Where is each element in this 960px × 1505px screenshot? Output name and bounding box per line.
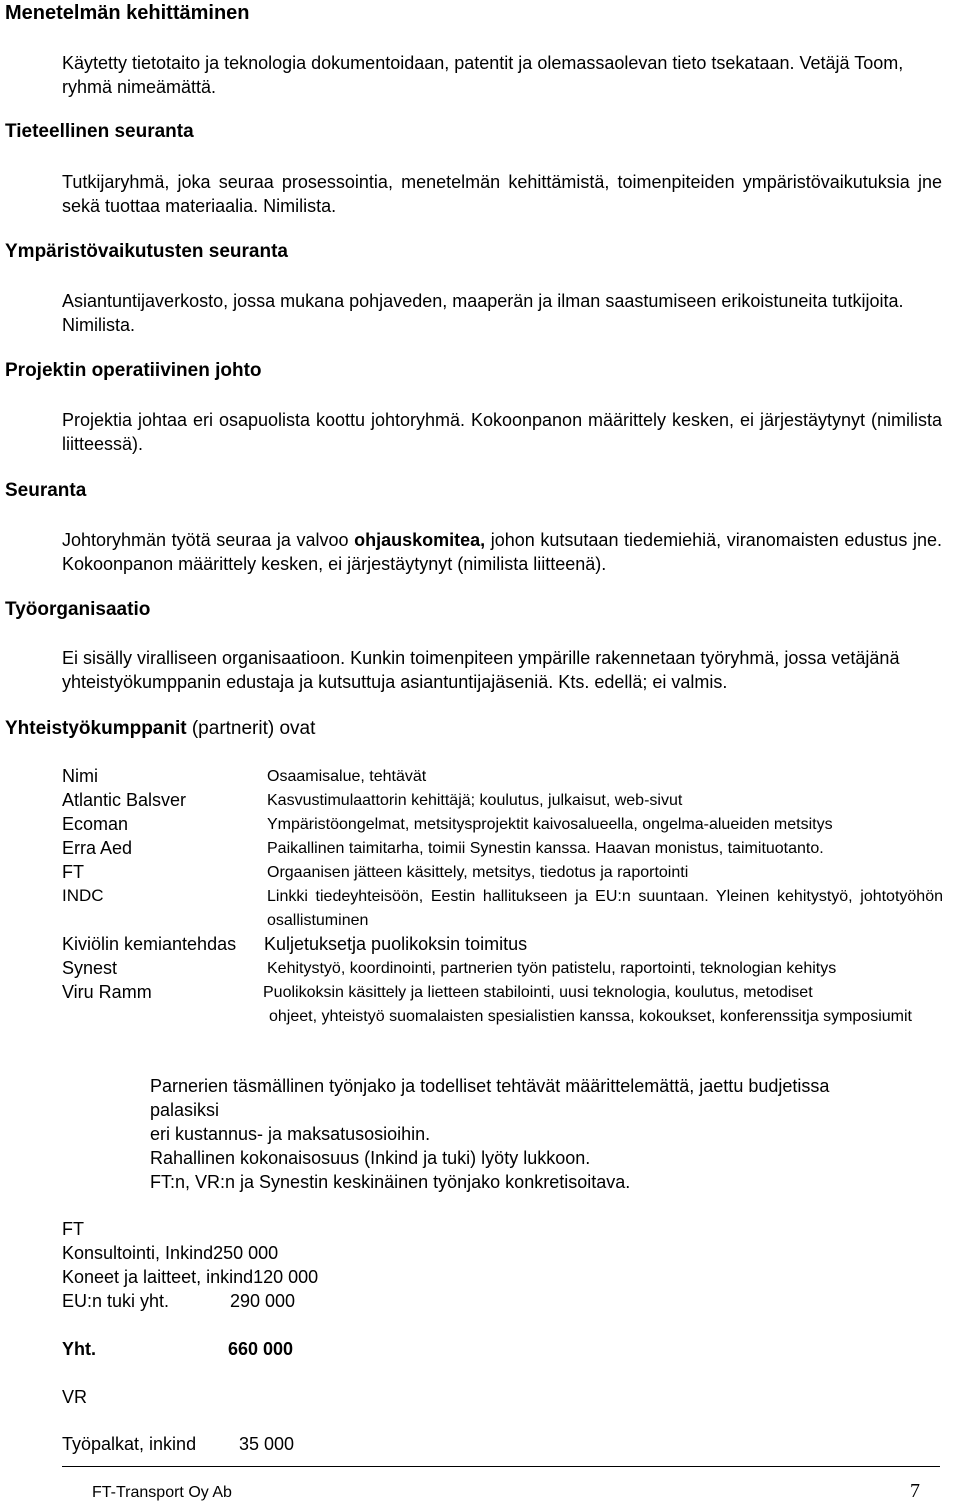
partners-header-name: Nimi: [62, 766, 98, 786]
heading-menetelma: Menetelmän kehittäminen: [5, 2, 250, 24]
budget-ft-line2: Koneet ja laitteet, inkind120 000: [62, 1267, 319, 1287]
table-row: [62, 836, 952, 860]
table-row: [62, 932, 952, 956]
paragraph-menetelma: Käytetty tietotaito ja teknologia dokumentoidaan, patentit ja olemassaolevan tieto tsekataan. Vetäjä Toom, ryhmä nimeämättä.: [62, 53, 904, 97]
heading-yhteistyo: [5, 717, 315, 741]
budget-note-line: palasiksi: [150, 1100, 220, 1120]
paragraph-operatiivinen: Projektia johtaa eri osapuolista koottu johtoryhmä. Kokoonpanon määrittely kesken, ei järjestäytynyt (nimilista liitteessä).: [62, 410, 942, 454]
partner-name: FT: [62, 862, 84, 882]
yhteistyo-heading-bold: Yhteistyökumppanit: [5, 718, 187, 739]
yhteistyo-heading-normal: (partnerit) ovat: [186, 718, 316, 739]
partner-name: Synest: [62, 958, 118, 978]
seuranta-text-before: Johtoryhmän työtä seuraa ja valvoo: [62, 530, 355, 550]
paragraph-seuranta: [62, 528, 942, 576]
budget-note-line: FT:n, VR:n ja Synestin keskinäinen työnjako konkretisoitava.: [150, 1172, 631, 1192]
budget-vr-line1-value: 35 000: [239, 1434, 295, 1454]
partner-role: Orgaanisen jätteen käsittely, metsitys, tiedotus ja raportointi: [267, 864, 689, 881]
paragraph-tieteellinen: Tutkijaryhmä, joka seuraa prosessointia, menetelmän kehittämistä, toimenpiteiden ympäristövaikutuksia jne sekä tuottaa materiaalia. Nimilista.: [62, 172, 942, 216]
budget-note-line: eri kustannus- ja maksatusosioihin.: [150, 1124, 431, 1144]
partner-name: Ecoman: [62, 814, 129, 834]
heading-ymparisto: Ympäristövaikutusten seuranta: [5, 241, 288, 262]
budget-note-line: Rahallinen kokonaisosuus (Inkind ja tuki) lyöty lukkoon.: [150, 1148, 591, 1168]
table-row: [62, 860, 952, 884]
partners-header-row: [62, 764, 952, 788]
partner-role: Linkki tiedeyhteisöön, Eestin hallitukseen ja EU:n suuntaan. Yleinen kehitystyö, johtotyöhön osallistuminen: [267, 888, 943, 929]
partner-role: Paikallinen taimitarha, toimii Synestin kanssa. Haavan monistus, taimituotanto.: [267, 840, 824, 857]
partner-name: Viru Ramm: [62, 982, 152, 1002]
budget-total-label: Yht.: [62, 1339, 96, 1359]
budget-ft-line1: Konsultointi, Inkind250 000: [62, 1243, 279, 1263]
partner-role: Kehitystyö, koordinointi, partnerien työn patistelu, raportointi, teknologian kehitys: [267, 960, 837, 977]
table-row: [62, 956, 952, 980]
paragraph-ymparisto: Asiantuntijaverkosto, jossa mukana pohjaveden, maaperän ja ilman saastumiseen erikoistuneita tutkijoita. Nimilista.: [62, 291, 904, 335]
partner-role: Ympäristöongelmat, metsitysprojektit kaivosalueella, ongelma-alueiden metsitys: [267, 816, 833, 833]
partner-role: Kasvustimulaattorin kehittäjä; koulutus, julkaisut, web-sivut: [267, 792, 683, 809]
budget-total: [62, 1337, 362, 1361]
table-row: [62, 980, 952, 1052]
footer-rule: [62, 1466, 940, 1467]
heading-seuranta: Seuranta: [5, 480, 87, 501]
partner-role: Kuljetuksetja puolikoksin toimitus: [264, 934, 528, 954]
budget-vr-line1: [62, 1432, 362, 1456]
partner-name: Erra Aed: [62, 838, 133, 858]
seuranta-text-after: johon kutsutaan tiedemiehiä, viranomaisten edustus jne. Kokoonpanon määrittely kesken, ei järjestäytynyt (nimilista liitteenä).: [62, 530, 942, 574]
paragraph-tyoorganisaatio: Ei sisälly viralliseen organisaatioon. Kunkin toimenpiteen ympärille rakennetaan työryhmä, jossa vetäjänä yhteistyökumppanin edustaja ja kutsuttuja asiantuntijajäseniä. Kts. edellä; ei valmis.: [62, 648, 900, 692]
budget-total-value: 660 000: [228, 1339, 294, 1359]
budget-eu-value: 290 000: [230, 1291, 296, 1311]
table-row: [62, 884, 952, 932]
budget-vr-line1-label: Työpalkat, inkind: [62, 1434, 197, 1454]
seuranta-text-bold: ohjauskomitea,: [354, 530, 486, 550]
heading-tieteellinen: Tieteellinen seuranta: [5, 121, 194, 142]
partner-name: Atlantic Balsver: [62, 790, 187, 810]
budget-ft-line3: [62, 1289, 362, 1313]
footer-page-number: 7: [910, 1480, 920, 1502]
table-row: [62, 812, 952, 836]
partners-header-role: Osaamisalue, tehtävät: [267, 768, 427, 785]
budget-ft-label: FT: [62, 1219, 84, 1239]
budget-note-line: Parnerien täsmällinen työnjako ja todelliset tehtävät määrittelemättä, jaettu budjetissa: [150, 1076, 830, 1096]
heading-tyoorganisaatio: Työorganisaatio: [5, 599, 151, 620]
partner-role: Puolikoksin käsittely ja lietteen stabilointi, uusi teknologia, koulutus, metodiset: [263, 984, 813, 1001]
partner-name: Kiviölin kemiantehdas: [62, 934, 237, 954]
partner-name: INDC: [62, 886, 104, 905]
partner-role-continued: ohjeet, yhteistyö suomalaisten spesialistien kanssa, kokoukset, konferenssitja symposiumit: [269, 1008, 912, 1025]
budget-vr-label: VR: [62, 1387, 88, 1407]
heading-operatiivinen: Projektin operatiivinen johto: [5, 360, 262, 381]
table-row: [62, 788, 952, 812]
footer-company: FT-Transport Oy Ab: [92, 1484, 232, 1501]
budget-eu-label: EU:n tuki yht.: [62, 1291, 170, 1311]
budget-notes: [150, 1074, 940, 1194]
